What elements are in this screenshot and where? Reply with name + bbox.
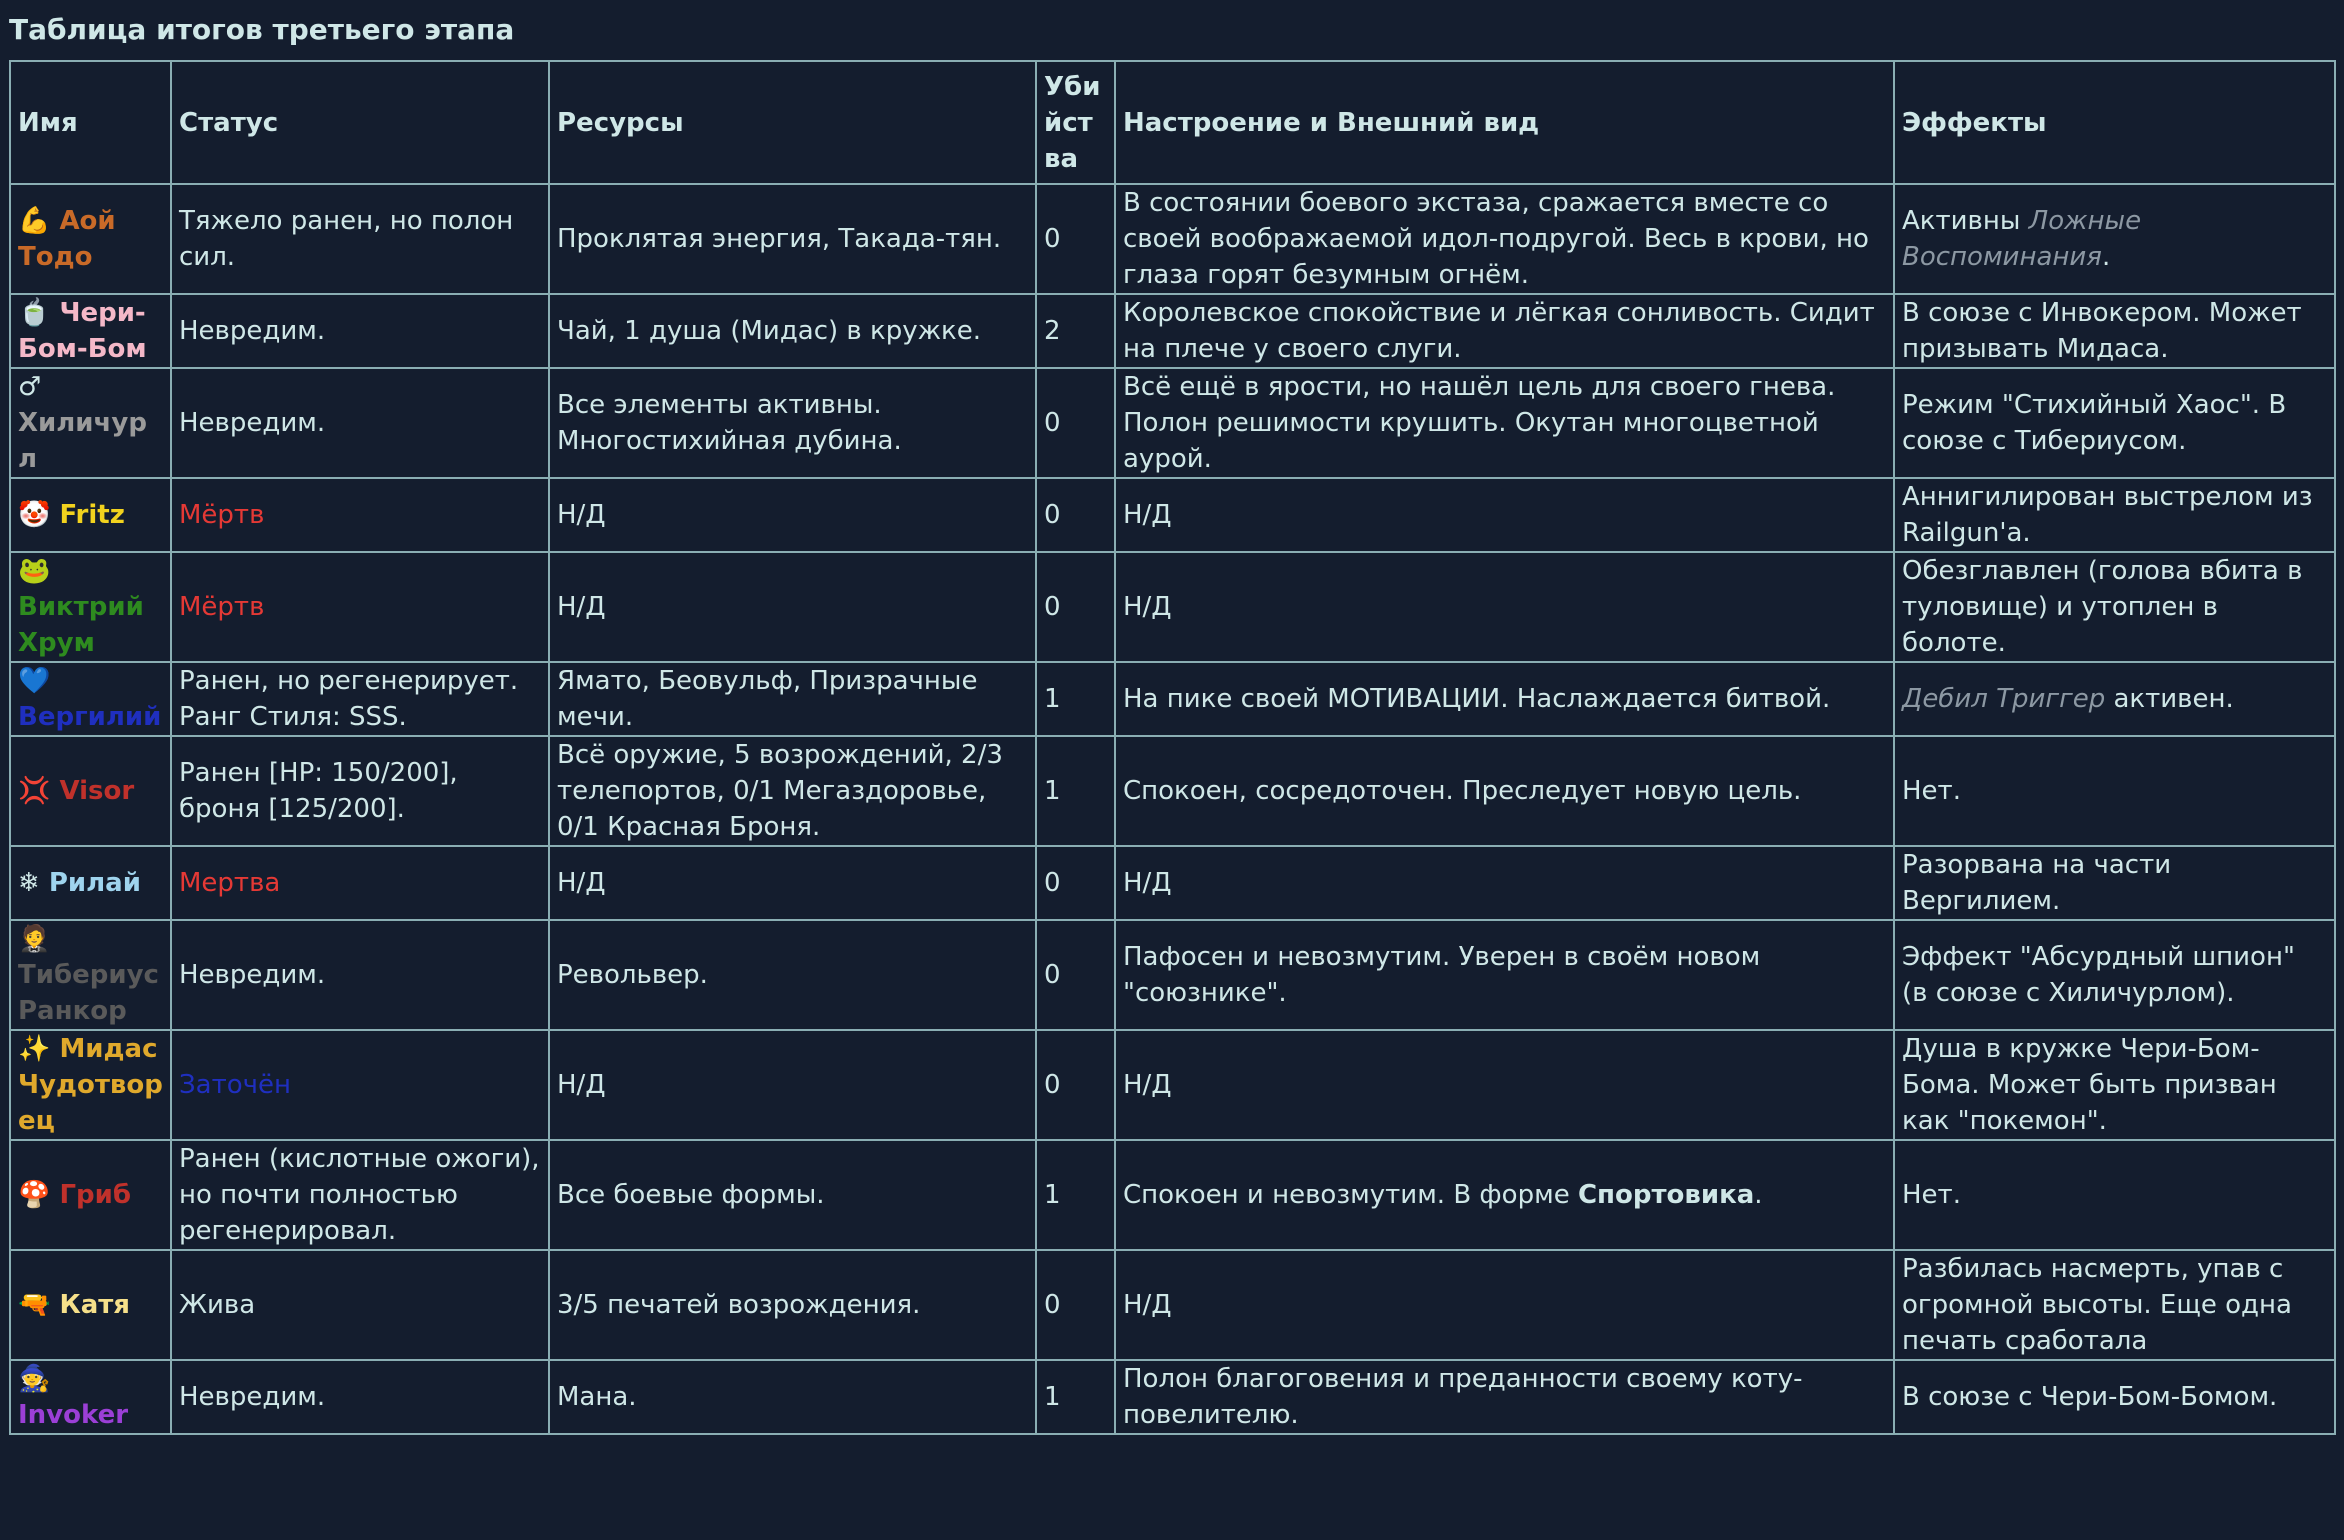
table-row bbox=[10, 1140, 2335, 1250]
status-text: Невредим. bbox=[179, 1382, 326, 1412]
male-sign-icon: ♂ bbox=[18, 372, 42, 402]
resources-text: Чай, 1 душа (Мидас) в кружке. bbox=[557, 316, 981, 346]
mage-icon: 🧙 bbox=[18, 1364, 51, 1394]
table-row bbox=[10, 1250, 2335, 1360]
cell-effects bbox=[1894, 1360, 2335, 1434]
cell-mood bbox=[1115, 920, 1894, 1030]
clown-face-icon: 🤡 bbox=[18, 500, 51, 530]
character-name: Виктрий Хрум bbox=[18, 592, 144, 658]
effects-text-end: . bbox=[2101, 242, 2111, 272]
cell-name bbox=[10, 184, 171, 294]
mood-text: Спокоен и невозмутим. В форме bbox=[1123, 1180, 1578, 1210]
effects-text: Разбилась насмерть, упав с огромной высоты. Еще одна печать сработала bbox=[1902, 1254, 2292, 1356]
water-pistol-icon: 🔫 bbox=[18, 1290, 51, 1320]
results-table bbox=[9, 60, 2336, 1435]
mood-text: Полон благоговения и преданности своему коту-повелителю. bbox=[1123, 1364, 1803, 1430]
effects-text: Режим "Стихийный Хаос". В союзе с Тибериусом. bbox=[1902, 390, 2287, 456]
mushroom-icon: 🍄 bbox=[18, 1180, 51, 1210]
kills-count: 0 bbox=[1044, 1070, 1061, 1100]
effects-text-end: активен. bbox=[2105, 684, 2234, 714]
cell-kills bbox=[1036, 368, 1115, 478]
cell-name bbox=[10, 294, 171, 368]
cell-resources bbox=[549, 662, 1036, 736]
table-body bbox=[10, 184, 2335, 1434]
cell-name bbox=[10, 368, 171, 478]
cell-name bbox=[10, 478, 171, 552]
status-text: Невредим. bbox=[179, 316, 326, 346]
cell-resources bbox=[549, 552, 1036, 662]
resources-text: Н/Д bbox=[557, 592, 606, 622]
cell-kills bbox=[1036, 846, 1115, 920]
status-text: Ранен [HP: 150/200], броня [125/200]. bbox=[179, 758, 458, 824]
kills-count: 1 bbox=[1044, 1382, 1061, 1412]
cell-mood bbox=[1115, 1250, 1894, 1360]
cell-mood bbox=[1115, 368, 1894, 478]
cell-effects bbox=[1894, 1030, 2335, 1140]
kills-count: 0 bbox=[1044, 960, 1061, 990]
character-name: Тибериус Ранкор bbox=[18, 960, 159, 1026]
kills-count: 0 bbox=[1044, 224, 1061, 254]
cell-resources bbox=[549, 184, 1036, 294]
status-text: Невредим. bbox=[179, 960, 326, 990]
cell-resources bbox=[549, 478, 1036, 552]
table-row bbox=[10, 1030, 2335, 1140]
kills-count: 0 bbox=[1044, 408, 1061, 438]
cell-status bbox=[171, 1030, 549, 1140]
cell-effects bbox=[1894, 294, 2335, 368]
table-row bbox=[10, 294, 2335, 368]
cell-resources bbox=[549, 1030, 1036, 1140]
resources-text: Все элементы активны. Многостихийная дубина. bbox=[557, 390, 902, 456]
cell-name bbox=[10, 736, 171, 846]
cell-kills bbox=[1036, 184, 1115, 294]
kills-count: 0 bbox=[1044, 1290, 1061, 1320]
cell-effects bbox=[1894, 368, 2335, 478]
cell-mood bbox=[1115, 1360, 1894, 1434]
effects-italic-text: Дебил Триггер bbox=[1902, 684, 2106, 714]
cell-status bbox=[171, 552, 549, 662]
mood-text: В состоянии боевого экстаза, сражается вместе со своей воображаемой идол-подругой. Весь в крови, но глаза горят безумным огнём. bbox=[1123, 188, 1869, 290]
cell-resources bbox=[549, 294, 1036, 368]
effects-text: Обезглавлен (голова вбита в туловище) и утоплен в болоте. bbox=[1902, 556, 2303, 658]
character-name: Хиличурл bbox=[18, 408, 147, 474]
snowflake-icon: ❄ bbox=[18, 868, 40, 898]
cell-effects bbox=[1894, 846, 2335, 920]
kills-count: 2 bbox=[1044, 316, 1061, 346]
cell-mood bbox=[1115, 294, 1894, 368]
table-row bbox=[10, 552, 2335, 662]
resources-text: Ямато, Беовульф, Призрачные мечи. bbox=[557, 666, 978, 732]
cell-name bbox=[10, 552, 171, 662]
character-name: Мидас Чудотворец bbox=[18, 1034, 163, 1136]
status-text: Ранен (кислотные ожоги), но почти полностью регенерировал. bbox=[179, 1144, 540, 1246]
cell-status bbox=[171, 368, 549, 478]
flexed-biceps-icon: 💪 bbox=[18, 206, 51, 236]
table-row bbox=[10, 920, 2335, 1030]
cell-kills bbox=[1036, 1360, 1115, 1434]
cell-mood bbox=[1115, 662, 1894, 736]
resources-text: Н/Д bbox=[557, 1070, 606, 1100]
header-resources: Ресурсы bbox=[549, 61, 1036, 184]
character-name: Аой Тодо bbox=[18, 206, 116, 272]
cell-kills bbox=[1036, 736, 1115, 846]
resources-text: Револьвер. bbox=[557, 960, 708, 990]
character-name: Катя bbox=[59, 1290, 130, 1320]
status-text: Заточён bbox=[179, 1070, 292, 1100]
mood-text: На пике своей МОТИВАЦИИ. Наслаждается битвой. bbox=[1123, 684, 1831, 714]
effects-text: Активны bbox=[1902, 206, 2029, 236]
cell-name bbox=[10, 846, 171, 920]
cell-name bbox=[10, 662, 171, 736]
anger-symbol-icon: 💢 bbox=[18, 776, 51, 806]
resources-text: Все боевые формы. bbox=[557, 1180, 825, 1210]
cell-mood bbox=[1115, 736, 1894, 846]
status-text: Тяжело ранен, но полон сил. bbox=[179, 206, 514, 272]
cell-resources bbox=[549, 1250, 1036, 1360]
table-row bbox=[10, 736, 2335, 846]
character-name: Гриб bbox=[59, 1180, 131, 1210]
cell-status bbox=[171, 736, 549, 846]
resources-text: 3/5 печатей возрождения. bbox=[557, 1290, 921, 1320]
status-text: Невредим. bbox=[179, 408, 326, 438]
kills-count: 1 bbox=[1044, 684, 1061, 714]
mood-text: Н/Д bbox=[1123, 592, 1172, 622]
kills-count: 0 bbox=[1044, 500, 1061, 530]
cell-kills bbox=[1036, 662, 1115, 736]
status-text: Ранен, но регенерирует. Ранг Стиля: SSS. bbox=[179, 666, 519, 732]
cell-effects bbox=[1894, 1250, 2335, 1360]
cell-name bbox=[10, 1030, 171, 1140]
sparkles-icon: ✨ bbox=[18, 1034, 51, 1064]
resources-text: Н/Д bbox=[557, 868, 606, 898]
cell-status bbox=[171, 184, 549, 294]
mood-text: Н/Д bbox=[1123, 1290, 1172, 1320]
cell-resources bbox=[549, 920, 1036, 1030]
tea-cup-icon: 🍵 bbox=[18, 298, 51, 328]
character-name: Visor bbox=[59, 776, 135, 806]
blue-heart-icon: 💙 bbox=[18, 666, 51, 696]
mood-text: Всё ещё в ярости, но нашёл цель для своего гнева. Полон решимости крушить. Окутан многоцветной аурой. bbox=[1123, 372, 1836, 474]
cell-kills bbox=[1036, 1030, 1115, 1140]
effects-text: Нет. bbox=[1902, 776, 1961, 806]
status-text: Мёртв bbox=[179, 592, 265, 622]
cell-effects bbox=[1894, 184, 2335, 294]
mood-text-end: . bbox=[1754, 1180, 1763, 1210]
cell-effects bbox=[1894, 920, 2335, 1030]
mood-text: Королевское спокойствие и лёгкая сонливость. Сидит на плече у своего слуги. bbox=[1123, 298, 1875, 364]
mood-text: Н/Д bbox=[1123, 500, 1172, 530]
kills-count: 1 bbox=[1044, 1180, 1061, 1210]
frog-icon: 🐸 bbox=[18, 556, 51, 586]
cell-kills bbox=[1036, 552, 1115, 662]
cell-status bbox=[171, 1140, 549, 1250]
character-name: Fritz bbox=[59, 500, 125, 530]
header-status: Статус bbox=[171, 61, 549, 184]
cell-mood bbox=[1115, 478, 1894, 552]
resources-text: Н/Д bbox=[557, 500, 606, 530]
kills-count: 0 bbox=[1044, 592, 1061, 622]
cell-effects bbox=[1894, 736, 2335, 846]
effects-italic-text: Ложные Воспоминания bbox=[1902, 206, 2142, 272]
cell-mood bbox=[1115, 552, 1894, 662]
cell-status bbox=[171, 920, 549, 1030]
cell-kills bbox=[1036, 1250, 1115, 1360]
status-text: Жива bbox=[179, 1290, 256, 1320]
cell-kills bbox=[1036, 294, 1115, 368]
cell-resources bbox=[549, 846, 1036, 920]
table-row bbox=[10, 184, 2335, 294]
cell-resources bbox=[549, 736, 1036, 846]
person-in-tuxedo-icon: 🤵 bbox=[18, 924, 51, 954]
mood-text: Н/Д bbox=[1123, 868, 1172, 898]
effects-text: Душа в кружке Чери-Бом-Бома. Может быть призван как "покемон". bbox=[1902, 1034, 2277, 1136]
mood-text: Пафосен и невозмутим. Уверен в своём новом "союзнике". bbox=[1123, 942, 1761, 1008]
cell-effects bbox=[1894, 552, 2335, 662]
cell-status bbox=[171, 294, 549, 368]
cell-mood bbox=[1115, 1140, 1894, 1250]
cell-mood bbox=[1115, 184, 1894, 294]
character-name: Чери-Бом-Бом bbox=[18, 298, 147, 364]
kills-count: 0 bbox=[1044, 868, 1061, 898]
header-name: Имя bbox=[10, 61, 171, 184]
table-row bbox=[10, 662, 2335, 736]
header-effects: Эффекты bbox=[1894, 61, 2335, 184]
cell-name bbox=[10, 1360, 171, 1434]
resources-text: Мана. bbox=[557, 1382, 637, 1412]
mood-text: Спокоен, сосредоточен. Преследует новую цель. bbox=[1123, 776, 1802, 806]
character-name: Вергилий bbox=[18, 702, 162, 732]
cell-kills bbox=[1036, 478, 1115, 552]
cell-kills bbox=[1036, 1140, 1115, 1250]
effects-text: Разорвана на части Вергилием. bbox=[1902, 850, 2172, 916]
cell-status bbox=[171, 478, 549, 552]
cell-resources bbox=[549, 1140, 1036, 1250]
kills-count: 1 bbox=[1044, 776, 1061, 806]
table-row bbox=[10, 1360, 2335, 1434]
cell-status bbox=[171, 1250, 549, 1360]
cell-name bbox=[10, 920, 171, 1030]
cell-status bbox=[171, 662, 549, 736]
cell-name bbox=[10, 1250, 171, 1360]
cell-status bbox=[171, 846, 549, 920]
effects-text: Аннигилирован выстрелом из Railgun'a. bbox=[1902, 482, 2313, 548]
resources-text: Проклятая энергия, Такада-тян. bbox=[557, 224, 1002, 254]
resources-text: Всё оружие, 5 возрождений, 2/3 телепортов, 0/1 Мегаздоровье, 0/1 Красная Броня. bbox=[557, 740, 1003, 842]
effects-text: В союзе с Инвокером. Может призывать Мидаса. bbox=[1902, 298, 2302, 364]
table-row bbox=[10, 478, 2335, 552]
cell-effects bbox=[1894, 662, 2335, 736]
header-mood: Настроение и Внешний вид bbox=[1115, 61, 1894, 184]
cell-mood bbox=[1115, 846, 1894, 920]
page-title: Таблица итогов третьего этапа bbox=[9, 13, 515, 46]
mood-text: Н/Д bbox=[1123, 1070, 1172, 1100]
effects-text: Эффект "Абсурдный шпион" (в союзе с Хиличурлом). bbox=[1902, 942, 2295, 1008]
table-header-row bbox=[10, 61, 2335, 184]
status-text: Мёртв bbox=[179, 500, 265, 530]
cell-kills bbox=[1036, 920, 1115, 1030]
status-text: Мертва bbox=[179, 868, 281, 898]
effects-text: В союзе с Чери-Бом-Бомом. bbox=[1902, 1382, 2278, 1412]
effects-text: Нет. bbox=[1902, 1180, 1961, 1210]
table-row bbox=[10, 368, 2335, 478]
mood-bold-text: Спортовика bbox=[1577, 1180, 1755, 1210]
cell-resources bbox=[549, 368, 1036, 478]
cell-mood bbox=[1115, 1030, 1894, 1140]
cell-resources bbox=[549, 1360, 1036, 1434]
cell-effects bbox=[1894, 1140, 2335, 1250]
character-name: Рилай bbox=[48, 868, 141, 898]
cell-effects bbox=[1894, 478, 2335, 552]
table-row bbox=[10, 846, 2335, 920]
cell-status bbox=[171, 1360, 549, 1434]
cell-name bbox=[10, 1140, 171, 1250]
header-kills: Убийства bbox=[1036, 61, 1115, 184]
character-name: Invoker bbox=[18, 1400, 129, 1430]
